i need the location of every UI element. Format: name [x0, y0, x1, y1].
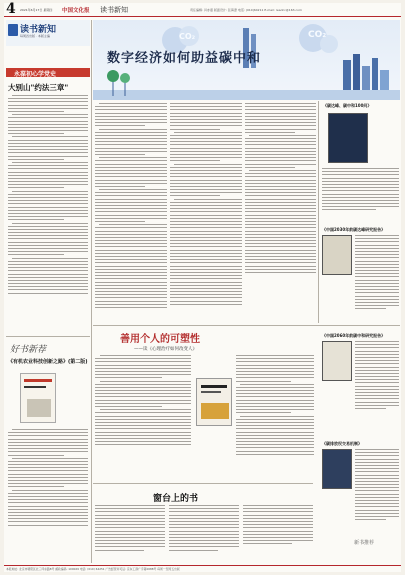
column-divider [91, 20, 92, 563]
sidebar-title: 《碳达峰、碳中和100问》 [323, 103, 372, 108]
window-body-col1 [95, 505, 165, 561]
article-body [8, 95, 88, 331]
sidebar-subheading: 《中国2060年前碳中和研究报告》 [322, 333, 386, 338]
window-body-col2 [169, 505, 239, 561]
feature-body-col2 [170, 103, 242, 321]
review-subtitle: ——读《心理治疗如何改变人》 [134, 347, 197, 352]
sidebar-body [355, 341, 399, 421]
book-cover-image [20, 373, 56, 423]
sidebar-body [322, 168, 399, 224]
new-book-title: 《有机农业科技创新之路》(第二版) [8, 359, 88, 365]
page-header [4, 3, 401, 17]
sidebar-body [355, 449, 399, 535]
feature-body-col3 [245, 103, 316, 321]
new-book-body [8, 429, 88, 561]
newspaper-page [4, 3, 401, 572]
section-divider [93, 483, 313, 484]
book-cover-image [322, 235, 352, 275]
paper-name: 中国文化报 [62, 8, 90, 14]
column-banner-subtitle: 每周四出版 · 本版主编 [20, 34, 50, 38]
sidebar-subheading: 《中国2030年前碳达峰研究报告》 [322, 227, 386, 232]
sidebar-body [355, 235, 399, 321]
new-book-tag: 好书新荐 [10, 345, 47, 355]
section-divider [6, 336, 90, 337]
co2-label: CO₂ [308, 30, 327, 40]
page-number: 4 [6, 1, 16, 17]
section-name: 读书新知 [100, 6, 128, 14]
book-cover-image [322, 341, 352, 381]
issue-date: 2021年6月17日 星期四 [20, 8, 53, 12]
page-footer [4, 565, 401, 571]
section-divider [93, 325, 400, 326]
book-icon [8, 24, 18, 36]
column-banner [6, 20, 90, 46]
article-headline: 大别山"约法三章" [8, 83, 69, 92]
recommend-badge: 新书推荐 [354, 540, 375, 546]
book-cover-image [196, 378, 232, 426]
book-cover-image [328, 113, 368, 163]
column-heading-bar [6, 68, 90, 77]
co2-label: CO₂ [179, 32, 196, 41]
editor-meta: 责任编辑: 肖亦嘉 版面设计: 张海澄 电话: (010)64211 E-mail: readcc@163.com [190, 8, 302, 12]
review-headline: 善用个人的可塑性 [120, 334, 200, 345]
review-body-col1 [95, 355, 191, 479]
column-heading-label: 永葆初心学党史 [14, 71, 57, 78]
column-banner-title: 读书新知 [20, 25, 57, 35]
review-body-col2 [236, 355, 314, 479]
feature-headline: 数字经济如何助益碳中和 [107, 51, 262, 66]
footer-text: 本报地址: 北京市朝阳区北三环东路8号 邮政编码: 100029 电话: (010) 64251 广告经营许可证: 京东工商广字第0088号 每周一至周五出版 [6, 567, 180, 571]
sidebar-subheading: 《碳排放权交易机制》 [322, 441, 362, 446]
book-cover-image [322, 449, 352, 489]
column-divider [318, 101, 319, 323]
feature-body-col1 [95, 103, 167, 321]
window-article-headline: 窗台上的书 [153, 494, 199, 504]
window-body-col3 [243, 505, 313, 561]
